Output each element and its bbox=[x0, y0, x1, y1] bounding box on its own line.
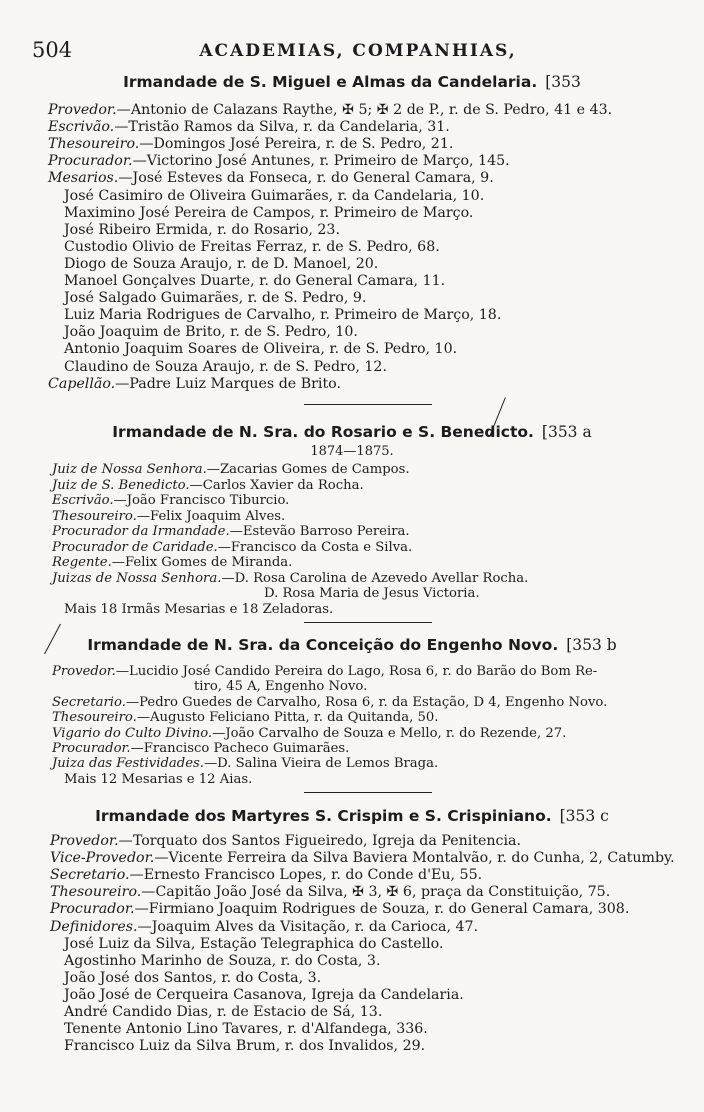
entry-text: —Zacarias Gomes de Campos. bbox=[206, 462, 410, 477]
entry-text: —Padre Luiz Marques de Brito. bbox=[115, 375, 341, 392]
entry-role: Provedor. bbox=[52, 664, 116, 679]
entry-line bbox=[64, 987, 464, 1003]
entry-line bbox=[64, 205, 473, 221]
entry-line bbox=[64, 1004, 382, 1020]
entry-text: —Ernesto Francisco Lopes, r. do Conde d'Eu, 55. bbox=[129, 867, 483, 884]
entry-text: —Firmiano Joaquim Rodrigues de Souza, r. do General Camara, 308. bbox=[134, 901, 630, 918]
entry-line bbox=[64, 324, 358, 340]
entry-text: —Felix Gomes de Miranda. bbox=[111, 555, 293, 570]
section-title: Irmandade de N. Sra. do Rosario e S. Benedicto. [353 a bbox=[112, 423, 592, 441]
section-number: [353 bbox=[545, 73, 581, 91]
entry-text: —D. Rosa Carolina de Azevedo Avellar Rocha. bbox=[221, 570, 529, 586]
entry-text: José Casimiro de Oliveira Guimarães, r. da Candelaria, 10. bbox=[64, 187, 485, 204]
entry-text: Mais 12 Mesarias e 12 Aias. bbox=[64, 771, 253, 787]
section-number: [353 b bbox=[566, 636, 617, 654]
entry-line bbox=[52, 524, 410, 540]
entry-text: João José de Cerqueira Casanova, Igreja da Candelaria. bbox=[64, 986, 464, 1003]
section-number: [353 a bbox=[541, 423, 592, 441]
entry-text: —Carlos Xavier da Rocha. bbox=[189, 477, 364, 493]
entry-line bbox=[52, 555, 292, 571]
entry-text: Luiz Maria Rodrigues de Carvalho, r. Primeiro de Março, 18. bbox=[64, 307, 502, 324]
entry-text: —Vicente Ferreira da Silva Baviera Montalvão, r. do Cunha, 2, Catumby. bbox=[154, 850, 675, 867]
entry-text: —Antonio de Calazans Raythe, ✠ 5; ✠ 2 de P., r. de S. Pedro, 41 e 43. bbox=[116, 102, 613, 118]
entry-line bbox=[48, 119, 450, 135]
entry-line bbox=[64, 953, 380, 969]
section-title: Irmandade de N. Sra. da Conceição do Engenho Novo. [353 b bbox=[87, 636, 617, 654]
entry-role: Thesoureiro. bbox=[52, 710, 137, 726]
entry-role: Escrivão. bbox=[48, 119, 115, 136]
entry-line bbox=[64, 359, 387, 375]
entry-role: Provedor. bbox=[50, 833, 119, 849]
entry-text: —Felix Joaquim Alves. bbox=[136, 508, 286, 524]
entry-role: Escrivão. bbox=[52, 493, 114, 508]
entry-text: Claudino de Souza Araujo, r. de S. Pedro, 12. bbox=[64, 358, 387, 375]
section-sao-miguel bbox=[0, 71, 704, 93]
entry-line bbox=[48, 102, 612, 118]
entry-role: Thesoureiro. bbox=[48, 136, 140, 153]
section-divider bbox=[304, 404, 432, 405]
entry-text: —Tristão Ramos da Silva, r. da Candelaria, 31. bbox=[114, 119, 450, 136]
entry-line bbox=[52, 695, 607, 711]
section-years: 1874—1875. bbox=[310, 444, 394, 459]
entry-text: D. Rosa Maria de Jesus Victoria. bbox=[264, 586, 480, 601]
entry-role: Juizas de Nossa Senhora. bbox=[52, 570, 222, 586]
entry-role: Definidores. bbox=[50, 918, 138, 935]
entry-text: José Ribeiro Ermida, r. do Rosario, 23. bbox=[64, 221, 340, 238]
entry-text: —Francisco da Costa e Silva. bbox=[217, 539, 413, 555]
entry-line bbox=[52, 571, 528, 587]
entry-role: Thesoureiro. bbox=[52, 508, 137, 524]
entry-text: —Victorino José Antunes, r. Primeiro de Março, 145. bbox=[132, 153, 510, 170]
section-crispim bbox=[0, 805, 704, 827]
entry-role: Juiz de Nossa Senhora. bbox=[52, 462, 207, 477]
entry-line bbox=[64, 1021, 428, 1037]
entry-text: —D. Salina Vieira de Lemos Braga. bbox=[203, 756, 439, 772]
entry-line bbox=[64, 273, 445, 289]
entry-text: —José Esteves da Fonseca, r. do General Camara, 9. bbox=[118, 170, 494, 187]
entry-line bbox=[50, 850, 675, 866]
entry-line bbox=[52, 540, 412, 556]
entry-text: —Joaquim Alves da Visitação, r. da Carioca, 47. bbox=[137, 918, 479, 935]
entry-role: Secretario. bbox=[52, 694, 126, 710]
entry-text: —Pedro Guedes de Carvalho, Rosa 6, r. da Estação, D 4, Engenho Novo. bbox=[125, 694, 608, 710]
entry-role: Secretario. bbox=[50, 867, 130, 884]
entry-text: —Capitão João José da Silva, ✠ 3, ✠ 6, praça da Constituição, 75. bbox=[141, 884, 611, 901]
entry-text: Francisco Luiz da Silva Brum, r. dos Invalidos, 29. bbox=[64, 1038, 426, 1055]
entry-line bbox=[64, 341, 457, 357]
entry-line bbox=[48, 153, 510, 169]
entry-text: Diogo de Souza Araujo, r. de D. Manoel, 20. bbox=[64, 255, 379, 272]
entry-text: Mais 18 Irmãs Mesarias e 18 Zeladoras. bbox=[64, 601, 334, 617]
entry-text: José Salgado Guimarães, r. de S. Pedro, 9. bbox=[64, 290, 367, 307]
entry-role: Regente. bbox=[52, 555, 112, 570]
entry-text: tiro, 45 A, Engenho Novo. bbox=[194, 679, 368, 695]
entry-line bbox=[64, 970, 321, 986]
running-title: ACADEMIAS, COMPANHIAS, bbox=[199, 41, 517, 61]
entry-text: —Domingos José Pereira, r. de S. Pedro, 21. bbox=[139, 136, 454, 153]
entry-line bbox=[48, 136, 453, 152]
entry-line bbox=[64, 188, 484, 204]
entry-line bbox=[48, 170, 494, 186]
section-rosario bbox=[0, 421, 704, 461]
section-number: [353 c bbox=[559, 807, 609, 825]
entry-line bbox=[64, 1038, 425, 1054]
entry-line bbox=[52, 493, 289, 509]
entry-text: Manoel Gonçalves Duarte, r. do General Camara, 11. bbox=[64, 273, 446, 289]
entry-role: Procurador. bbox=[52, 741, 131, 756]
entry-line bbox=[50, 901, 629, 917]
entry-line bbox=[194, 679, 367, 695]
section-divider bbox=[304, 622, 432, 623]
entry-line bbox=[52, 741, 349, 757]
entry-line bbox=[64, 307, 501, 323]
entry-line bbox=[64, 602, 333, 618]
entry-line bbox=[52, 710, 438, 726]
section-title: Irmandade de S. Miguel e Almas da Candelaria. [353 bbox=[123, 73, 581, 91]
entry-text: —Augusto Feliciano Pitta, r. da Quitanda, 50. bbox=[136, 710, 439, 726]
entry-text: Custodio Olivio de Freitas Ferraz, r. de S. Pedro, 68. bbox=[64, 238, 440, 255]
entry-text: —Francisco Pacheco Guimarães. bbox=[130, 741, 350, 756]
section-conceicao bbox=[0, 634, 704, 656]
entry-line bbox=[64, 222, 340, 238]
entry-line bbox=[64, 290, 366, 306]
entry-line bbox=[64, 239, 440, 255]
entry-line bbox=[52, 664, 597, 680]
entry-text: Agostinho Marinho de Souza, r. do Costa, 3. bbox=[64, 952, 381, 969]
entry-role: Procurador de Caridade. bbox=[52, 539, 218, 555]
entry-text: André Candido Dias, r. de Estacio de Sá, 13. bbox=[64, 1004, 383, 1020]
entry-role: Procurador. bbox=[48, 153, 133, 170]
entry-text: Antonio Joaquim Soares de Oliveira, r. de S. Pedro, 10. bbox=[64, 341, 458, 358]
entry-text: João Joaquim de Brito, r. de S. Pedro, 10. bbox=[64, 324, 358, 341]
entry-line bbox=[52, 509, 285, 525]
entry-line bbox=[64, 256, 378, 272]
entry-line bbox=[50, 867, 482, 883]
entry-text: João José dos Santos, r. do Costa, 3. bbox=[64, 969, 322, 986]
entry-role: Capellão. bbox=[48, 375, 116, 392]
entry-role: Procurador. bbox=[50, 901, 135, 918]
entry-text: Maximino José Pereira de Campos, r. Primeiro de Março. bbox=[64, 204, 474, 221]
page-header bbox=[32, 38, 684, 62]
entry-line bbox=[50, 833, 521, 849]
entry-line bbox=[52, 478, 364, 494]
entry-role: Juiz de S. Benedicto. bbox=[52, 477, 190, 493]
entry-text: Tenente Antonio Lino Tavares, r. d'Alfandega, 336. bbox=[64, 1021, 428, 1038]
entry-text: —Torquato dos Santos Figueiredo, Igreja da Penitencia. bbox=[118, 833, 522, 849]
section-divider bbox=[304, 792, 432, 793]
page-number: 504 bbox=[32, 38, 73, 62]
entry-line bbox=[264, 586, 480, 602]
entry-role: Mesarios. bbox=[48, 170, 119, 187]
entry-line bbox=[52, 756, 438, 772]
entry-role: Thesoureiro. bbox=[50, 884, 142, 901]
entry-role: Provedor. bbox=[48, 102, 117, 118]
entry-text: —João Francisco Tiburcio. bbox=[113, 493, 290, 508]
entry-line bbox=[48, 376, 341, 392]
entry-line bbox=[50, 884, 610, 900]
entry-text: —Lucidio José Candido Pereira do Lago, Rosa 6, r. do Barão do Bom Re- bbox=[115, 664, 598, 679]
section-title: Irmandade dos Martyres S. Crispim e S. Crispiniano. [353 c bbox=[95, 807, 609, 825]
entry-role: Juiza das Festividades. bbox=[52, 756, 204, 772]
entry-role: Vice-Provedor. bbox=[50, 850, 155, 867]
entry-line bbox=[50, 919, 478, 935]
entry-text: —Estevão Barroso Pereira. bbox=[229, 524, 410, 539]
entry-text: José Luiz da Silva, Estação Telegraphica do Castello. bbox=[64, 935, 444, 952]
entry-line bbox=[52, 726, 566, 742]
entry-line bbox=[52, 462, 410, 478]
entry-line bbox=[64, 772, 252, 788]
entry-role: Procurador da Irmandade. bbox=[52, 524, 230, 539]
entry-text: —João Carvalho de Souza e Mello, r. do Rezende, 27. bbox=[212, 725, 567, 741]
entry-role: Vigario do Culto Divino. bbox=[52, 725, 213, 741]
entry-line bbox=[64, 936, 443, 952]
